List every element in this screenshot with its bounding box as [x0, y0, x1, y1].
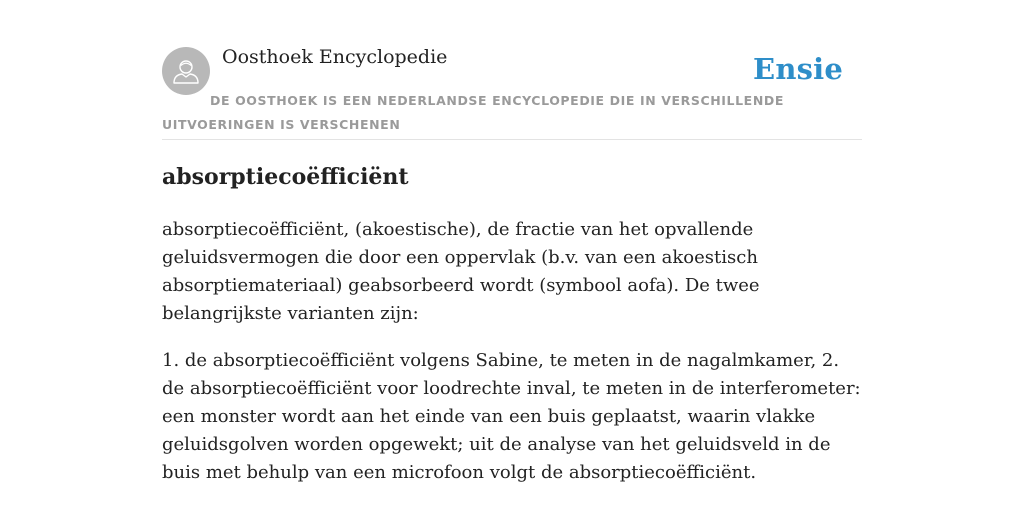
source-header — [162, 0, 862, 140]
article-body — [162, 216, 862, 506]
source-avatar[interactable] — [162, 47, 210, 95]
content-container — [162, 0, 862, 483]
user-icon — [162, 47, 210, 95]
brand-logo-link[interactable]: Ensie — [753, 52, 843, 86]
article-paragraph: 1. de absorptiecoëfficiënt volgens Sabine, te meten in de nagalmkamer, 2. de absorptiecoëfficiënt voor loodrechte inval, te meten in de interferometer: een monster wordt aan het einde van een buis geplaatst, waarin vlakke geluidsgolven worden opgewekt; uit de analyse van het geluidsveld in de buis met behulp van een microfoon volgt de absorptiecoëfficiënt. — [162, 350, 861, 483]
source-title-link[interactable]: Oosthoek Encyclopedie — [222, 46, 448, 68]
article-paragraph: absorptiecoëfficiënt, (akoestische), de fractie van het opvallende geluidsvermogen die door een oppervlak (b.v. van een akoestisch absorptiemateriaal) geabsorbeerd wordt (symbool aofa). De twee belangrijkste varianten zijn: — [162, 219, 760, 324]
article-title: absorptiecoëfficiënt — [162, 164, 409, 190]
source-description: DE OOSTHOEK IS EEN NEDERLANDSE ENCYCLOPEDIE DIE IN VERSCHILLENDE UITVOERINGEN IS VERSCHENEN — [162, 93, 784, 132]
